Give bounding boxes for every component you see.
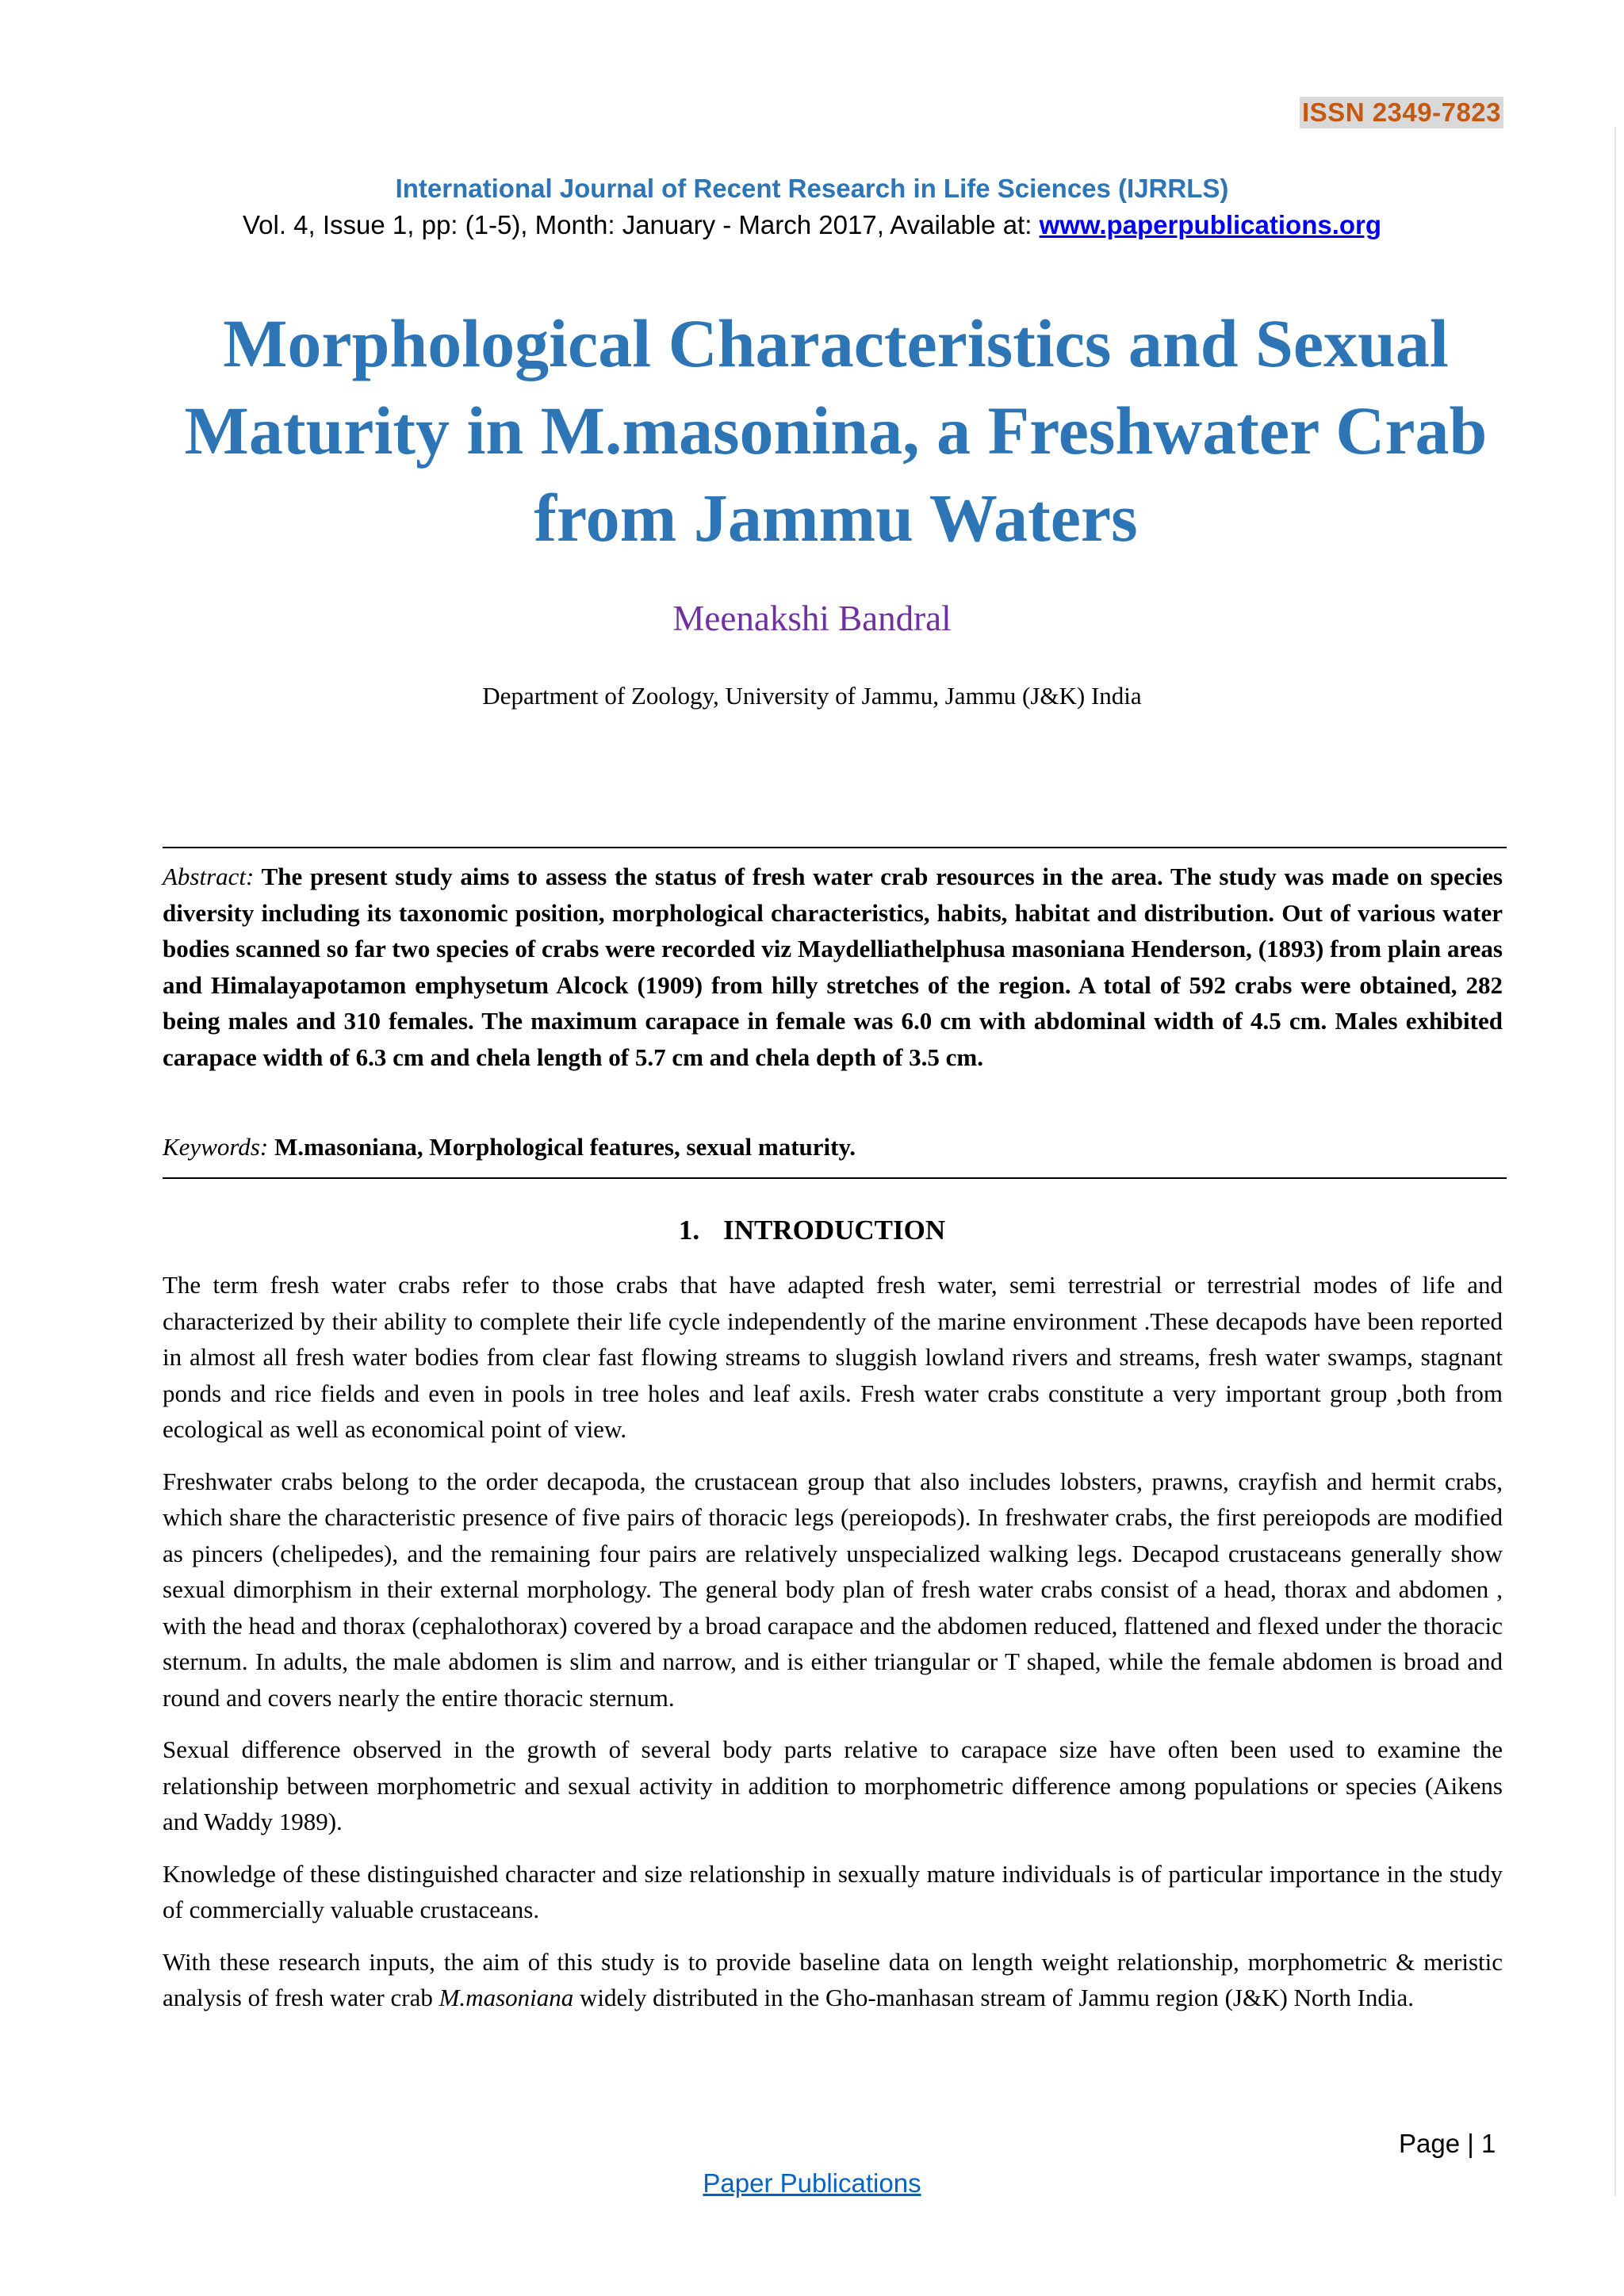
journal-name: International Journal of Recent Research in Life Sciences (IJRRLS) xyxy=(395,174,1229,203)
paragraph-3: Sexual difference observed in the growth of several body parts relative to carapace size have often been used to examine the relationship between morphometric and sexual activity in addition to morphometric difference among populations or species (Aikens and Waddy 1989). xyxy=(163,1735,1503,1835)
paper-title: Morphological Characteristics and Sexual Maturity in M.masonina, a Freshwater Crab from Jammu Waters xyxy=(184,305,1488,556)
paragraph-5-text-a: With these research inputs, the aim of this study is to provide baseline data on length weight relationship, morphometric & meristic analysis of fresh water crab xyxy=(163,1947,1503,2011)
section-number: 1. xyxy=(678,1215,700,1246)
paragraph-1: The term fresh water crabs refer to those crabs that have adapted fresh water, semi terrestrial or terrestrial modes of life and characterized by their ability to complete their life cycle independently of the marine environment .These decapods have been reported in almost all fresh water bodies from clear fast flowing streams to sluggish lowland rivers and streams, fresh water swamps, stagnant ponds and rice fields and even in pools in tree holes and leaf axils. Fresh water crabs constitute a very important group ,both from ecological as well as economical point of view. xyxy=(163,1271,1503,1443)
abstract-label: Abstract: xyxy=(163,863,255,890)
author-affiliation: Department of Zoology, University of Jammu, Jammu (J&K) India xyxy=(482,682,1142,710)
keywords-text: M.masoniana, Morphological features, sexual maturity. xyxy=(274,1133,856,1161)
page-margin-rule xyxy=(1614,127,1616,2196)
journal-website-link[interactable]: www.paperpublications.org xyxy=(1039,210,1382,239)
keywords-block xyxy=(163,1130,1503,1165)
paragraph-5 xyxy=(163,1944,1503,2016)
volume-text: Vol. 4, Issue 1, pp: (1-5), Month: January - March 2017, Available at: xyxy=(242,210,1040,239)
abstract-top-rule xyxy=(163,847,1507,848)
volume-line xyxy=(0,209,1624,241)
publisher-link[interactable]: Paper Publications xyxy=(703,2168,921,2198)
footer xyxy=(0,2168,1624,2199)
keywords-label: Keywords: xyxy=(163,1133,269,1161)
section-title: INTRODUCTION xyxy=(723,1215,946,1246)
section-heading-introduction xyxy=(0,1213,1624,1248)
author-name: Meenakshi Bandral xyxy=(672,599,952,638)
introduction-body xyxy=(163,1267,1503,2032)
issn-label: ISSN 2349-7823 xyxy=(1300,97,1503,128)
page-number: Page | 1 xyxy=(1399,2129,1496,2158)
paragraph-2: Freshwater crabs belong to the order decapoda, the crustacean group that also includes lobsters, prawns, crayfish and hermit crabs, which share the characteristic presence of five pairs of thoracic legs (pereiopods). In freshwater crabs, the first pereiopods are modified as pincers (chelipedes), and the remaining four pairs are relatively unspecialized walking legs. Decapod crustaceans generally show sexual dimorphism in their external morphology. The general body plan of fresh water crabs consist of a head, thorax and abdomen , with the head and thorax (cephalothorax) covered by a broad carapace and the abdomen reduced, flattened and flexed under the thoracic sternum. In adults, the male abdomen is slim and narrow, and is either triangular or T shaped, while the female abdomen is broad and round and covers nearly the entire thoracic sternum. xyxy=(163,1467,1503,1712)
abstract-text: The present study aims to assess the status of fresh water crab resources in the area. The study was made on species diversity including its taxonomic position, morphological characteristics, habits, habitat and distribution. Out of various water bodies scanned so far two species of crabs were recorded viz Maydelliathelphusa masoniana Henderson, (1893) from plain areas and Himalayapotamon emphysetum Alcock (1909) from hilly stretches of the region. A total of 592 crabs were obtained, 282 being males and 310 females. The maximum carapace in female was 6.0 cm with abdominal width of 4.5 cm. Males exhibited carapace width of 6.3 cm and chela length of 5.7 cm and chela depth of 3.5 cm. xyxy=(163,863,1503,1071)
paragraph-5-text-b: widely distributed in the Gho-manhasan stream of Jammu region (J&K) North India. xyxy=(573,1984,1415,2011)
species-name: M.masoniana xyxy=(439,1984,574,2011)
abstract-bottom-rule xyxy=(163,1177,1507,1179)
paragraph-4: Knowledge of these distinguished character and size relationship in sexually mature individuals is of particular importance in the study of commercially valuable crustaceans. xyxy=(163,1859,1503,1923)
abstract-block xyxy=(163,859,1503,1075)
